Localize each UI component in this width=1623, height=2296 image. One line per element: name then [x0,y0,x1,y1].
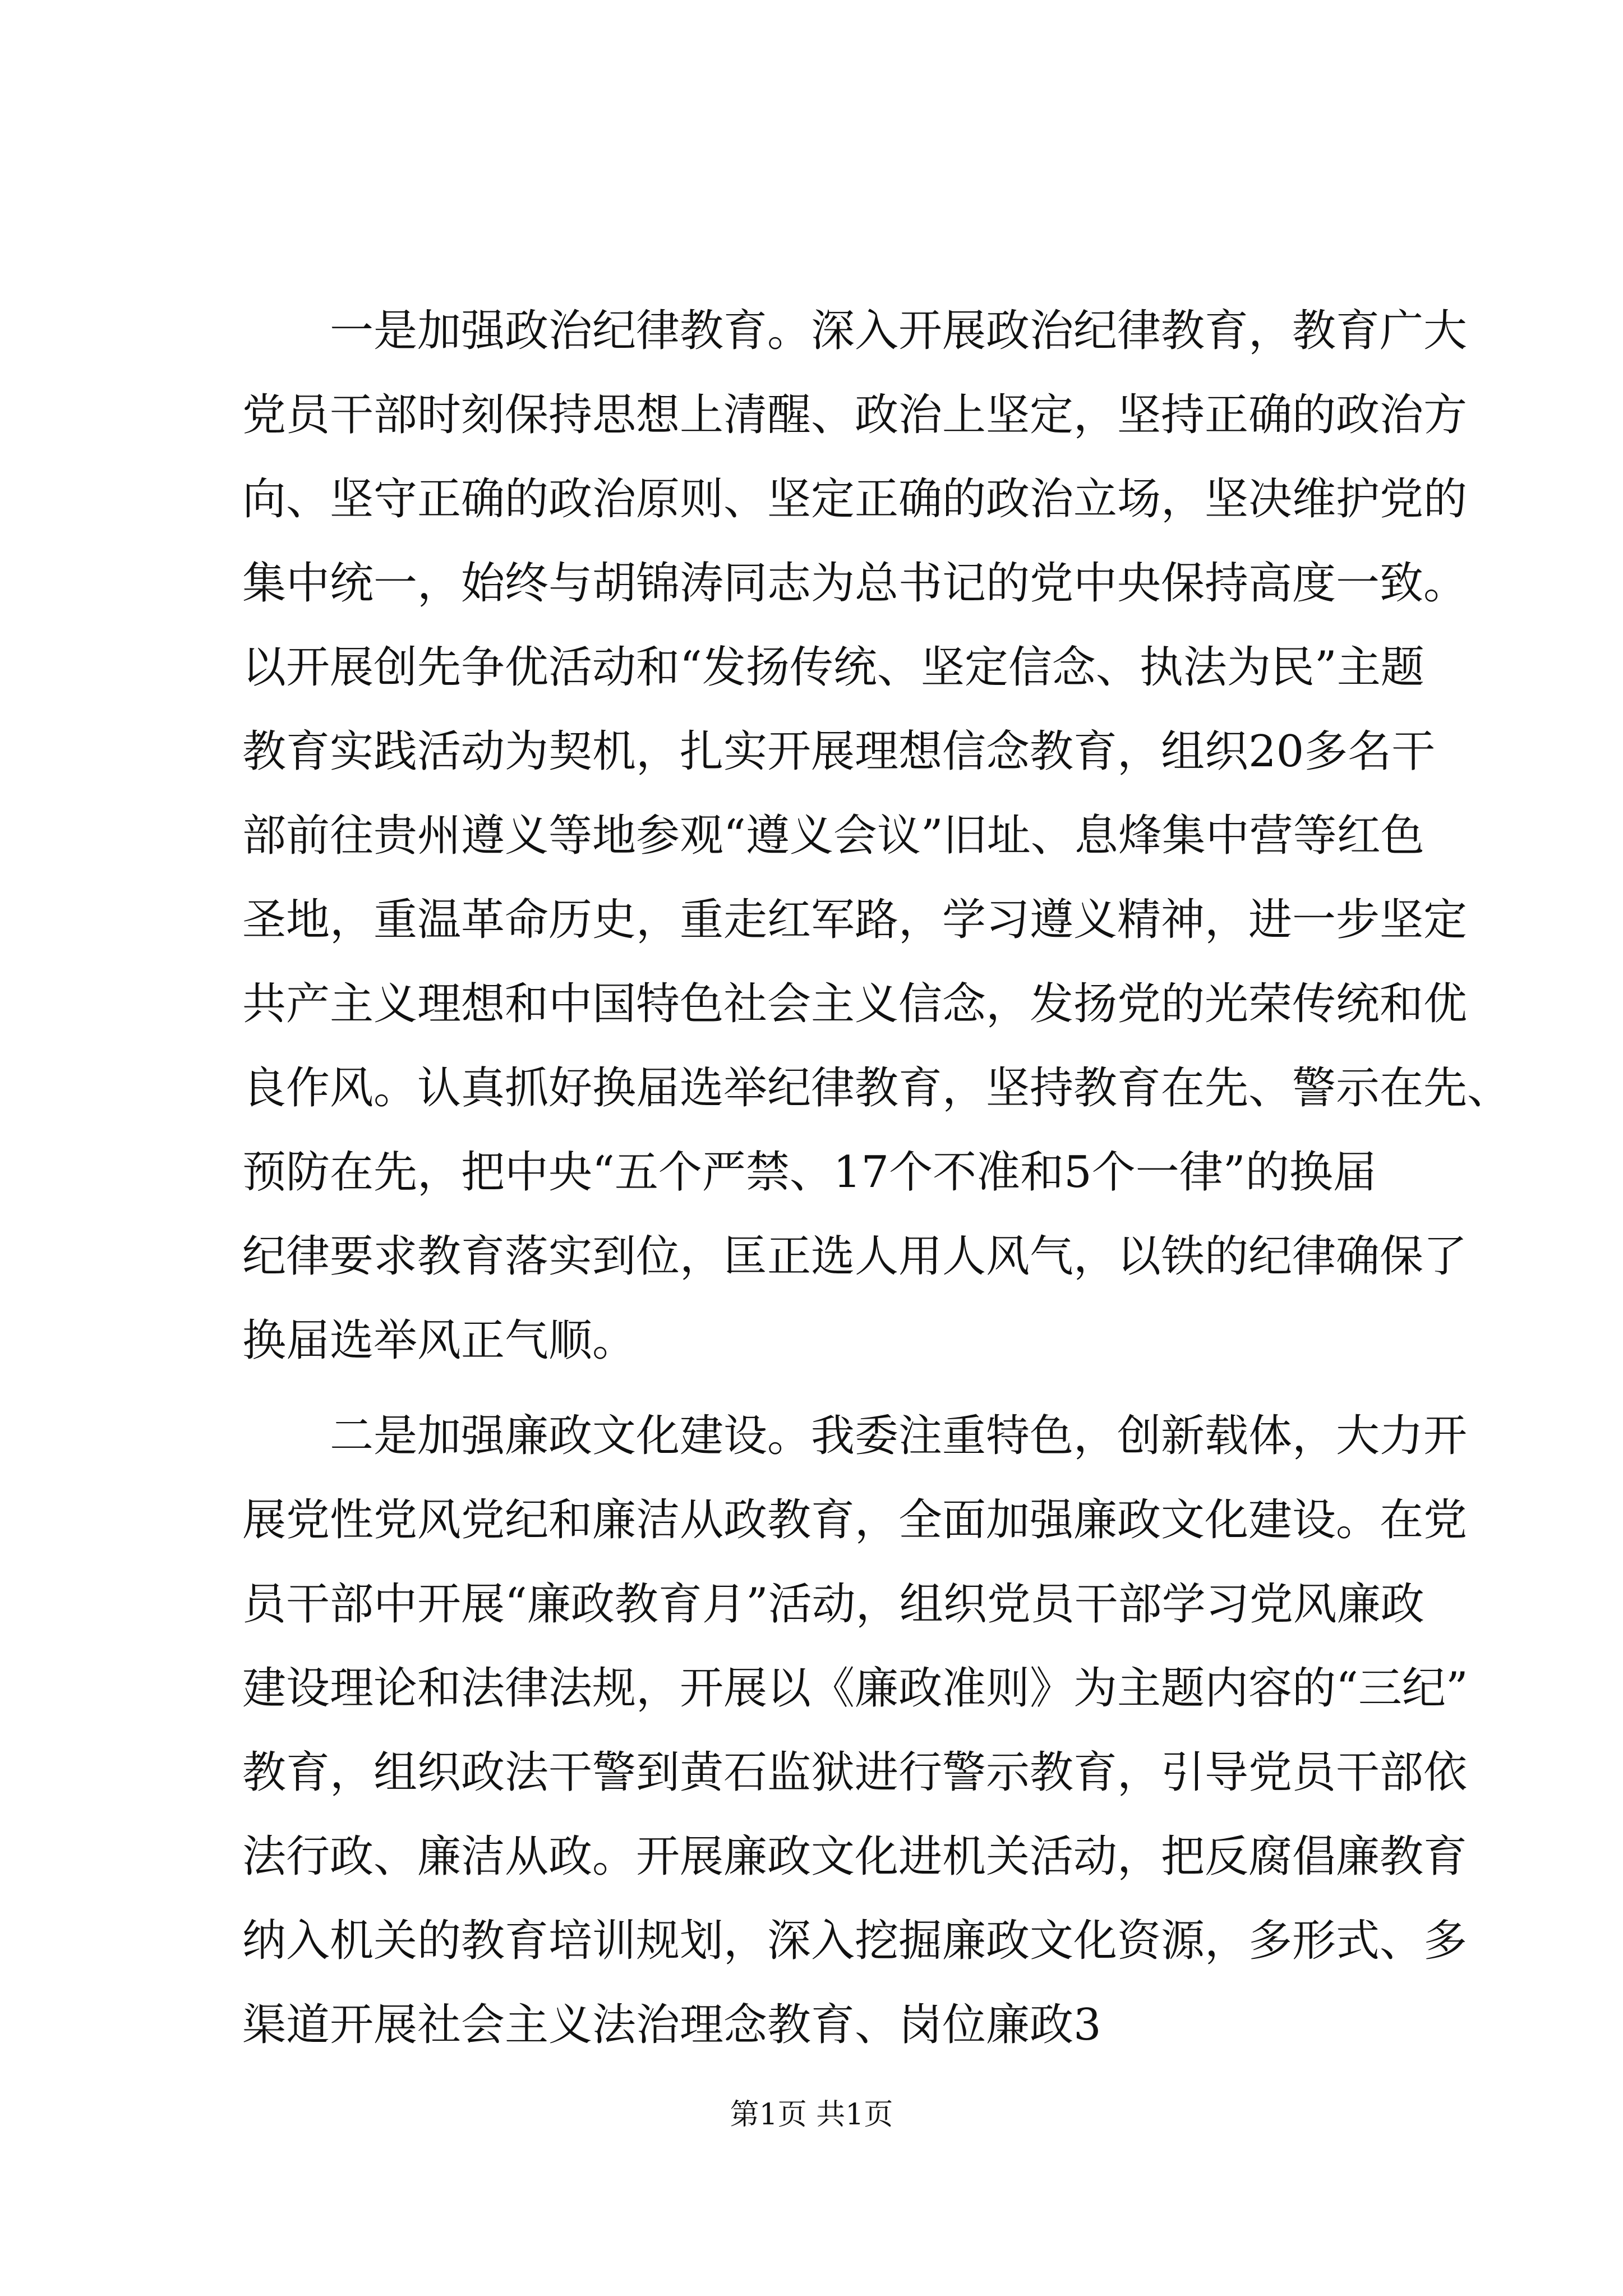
text-line: 良作风。认真抓好换届选举纪律教育，坚持教育在先、警示在先、 [242,1063,1511,1114]
text-line: 教育，组织政法干警到黄石监狱进行警示教育，引导党员干部依 [242,1747,1468,1798]
text-line: 法行政、廉洁从政。开展廉政文化进机关活动，把反腐倡廉教育 [242,1832,1468,1882]
text-line: 建设理论和法律法规，开展以《廉政准则》为主题内容的“三纪” [242,1663,1468,1714]
page-footer: 第1页 共1页 [730,2098,893,2132]
text-line: 员干部中开展“廉政教育月”活动，组织党员干部学习党风廉政 [242,1579,1424,1630]
text-line: 以开展创先争优活动和“发扬传统、坚定信念、执法为民”主题 [242,642,1424,693]
text-line: 向、坚守正确的政治原则、坚定正确的政治立场，坚决维护党的 [242,474,1468,524]
text-line: 教育实践活动为契机，扎实开展理想信念教育，组织20多名干 [242,726,1436,777]
text-line: 预防在先，把中央“五个严禁、17个不准和5个一律”的换届 [242,1147,1377,1198]
document-body [242,289,1511,2067]
text-line: 纪律要求教育落实到位，匡正选人用人风气，以铁的纪律确保了 [242,1231,1468,1282]
paragraph-spacer [242,1383,1409,1394]
text-line: 集中统一，始终与胡锦涛同志为总书记的党中央保持高度一致。 [242,558,1468,609]
text-line: 二是加强廉政文化建设。我委注重特色，创新载体，大力开 [242,1411,1468,1461]
paragraph-political-discipline [242,289,1511,1383]
text-line: 纳入机关的教育培训规划，深入挖掘廉政文化资源，多形式、多 [242,1916,1468,1966]
text-line: 党员干部时刻保持思想上清醒、政治上坚定，坚持正确的政治方 [242,390,1468,440]
text-line: 共产主义理想和中国特色社会主义信念，发扬党的光荣传统和优 [242,979,1468,1029]
paragraph-clean-government-culture [242,1394,1468,2067]
text-line: 渠道开展社会主义法治理念教育、岗位廉政3 [242,2000,1101,2050]
text-line: 换届选举风正气顺。 [242,1315,637,1366]
text-line: 部前往贵州遵义等地参观“遵义会议”旧址、息烽集中营等红色 [242,811,1424,861]
text-line: 圣地，重温革命历史，重走红军路，学习遵义精神，进一步坚定 [242,895,1468,945]
text-line: 展党性党风党纪和廉洁从政教育，全面加强廉政文化建设。在党 [242,1495,1468,1545]
text-line: 一是加强政治纪律教育。深入开展政治纪律教育，教育广大 [242,306,1468,356]
